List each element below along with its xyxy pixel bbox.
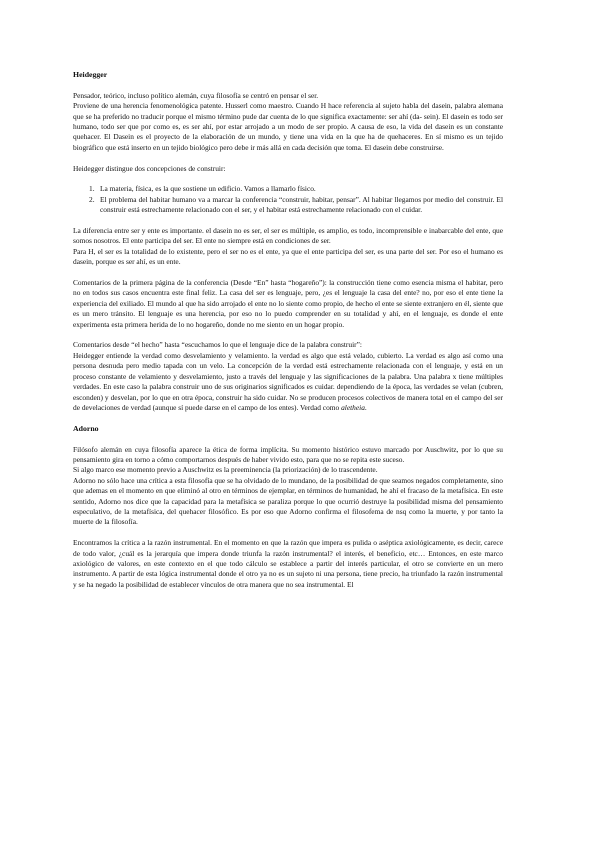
paragraph: Filósofo alemán en cuya filosofía aparece la ética de forma implícita. Su momento histórico estuvo marcado por Auschwitz, por lo que su pensamiento gira en torno a cómo comportarnos después de haber vivido esto, para que no se repita este suceso. — [73, 444, 503, 464]
list-item — [73, 184, 503, 194]
italic-term: aletheia — [341, 402, 365, 412]
paragraph: Comentarios de la primera página de la conferencia (Desde “En” hasta “hogareño”): la construcción tiene como esencia misma el habitar, pero no en todos sus casos encuentra este final feliz. La casa del ser es lenguaje, pero, ¿es el lenguaje la casa del ente? no, por eso el ente tiene la experiencia del exiliado. El mundo al que ha sido arrojado el ente no lo siente como propio, de hecho el ente se siente extranjero en él, siente que es un mero tránsito. El lenguaje es una herencia, por eso no lo puedo comprender en su totalidad y ahí, en el lenguaje, es donde el ente experimenta esta primera herida de lo no hogareño, donde no me siento en un hogar propio. — [73, 278, 503, 329]
paragraph: Comentarios desde “el hecho” hasta “escuchamos lo que el lenguaje dice de la palabra construir”: — [73, 340, 362, 350]
paragraph — [73, 351, 503, 413]
paragraph: Pensador, teórico, incluso político alemán, cuya filosofía se centró en pensar el ser. — [73, 90, 319, 100]
paragraph: La diferencia entre ser y ente es importante. el dasein no es ser, el ser es múltiple, es amplio, es todo, incomprensible e inabarcable del ente, que somos nosotros. El ente participa del ser. El ente no siempre está en condiciones de ser. — [73, 226, 503, 246]
section-heading-heidegger: Heidegger — [73, 70, 108, 79]
list-number: 1. — [89, 184, 95, 194]
document-page — [73, 70, 503, 590]
paragraph-text: Heidegger entiende la verdad como desvelamiento y velamiento. la verdad es algo que está velado, cubierto. La verdad es algo así como una persona desnuda pero medio tapada con un velo. La concepción de la verdad está estrechamente relacionada con el lenguaje, y está en un proceso constante de velamiento y desvelamiento, justo a través del lenguaje y las significaciones de la palabra. Una palabra x tiene múltiples verdades. En este caso la palabra construir uno de sus originarios significados es cuidar. dependiendo de la época, las verdades se velan (cubren, esconden) y desvelan, por lo que en otra época, construir ha sido cuidar. No se producen procesos colectivos de manera total en el campo del ser de develaciones de verdad (aunque sí puede darse en el campo de los entes). Verdad como — [73, 350, 503, 412]
spacer — [73, 153, 503, 163]
list-item — [73, 195, 503, 216]
spacer — [73, 413, 503, 423]
paragraph: Encontramos la crítica a la razón instrumental. En el momento en que la razón que impera es pulida o aséptica axiológicamente, es decir, carece de todo valor, ¿cuál es la jerarquía que impera donde triunfa la razón instrumental? el interés, el beneficio, etc… Entonces, en este marco axiológico de valores, en este contexto en el que todo cálculo se establece a partir del interés particular, el otro se convierte en un mero instrumento. A partir de esta lógica instrumental donde el otro ya no es un sujeto ni una persona, tiene precio, ha triunfado la razón instrumental y se ha negado la posibilidad de establecer vínculos de otra manera que no sea instrumental. El — [73, 538, 503, 589]
spacer — [73, 434, 503, 444]
paragraph: Proviene de una herencia fenomenológica patente. Husserl como maestro. Cuando H hace referencia al sujeto habla del dasein, palabra alemana que se ha preferido no traducir porque el mismo término pude dar cuenta de lo que significa exactamente: ser ahí (da- sein). El dasein es todo ser humano, todo ser que por como es, es ser ahí, por estar arrojado a un modo de ser propio. A causa de eso, la vida del dasein es un constante quehacer. El Dasein es el proyecto de la elaboración de un mundo, y tiene una vida en la que ha de quehaceres. En sí mismo es un tejido biográfico que está inserto en un tejido biológico pero debe ir más allá en cada decisión que toma. El dasein debe construirse. — [73, 101, 503, 152]
paragraph: Adorno no sólo hace una crítica a esta filosofía que se ha olvidado de lo mundano, de la posibilidad de que seamos negados completamente, sino que ademas en el momento en que eliminó al otro en términos de ejemplar, en términos de humanidad, he ahí el fracaso de la metafísica. En este sentido, Adorno nos dice que la capacidad para la metafísica se paraliza porque lo que ocurrió destruye la posibilidad misma del pensamiento especulativo, de la metafísica, del quehacer filosófico. Es por eso que Adorno confirma el filosofema de nsq como la muerte, y por tanto la muerte de la filosofía. — [73, 475, 503, 527]
paragraph: Si algo marco ese momento previo a Auschwitz es la preeminencia (la priorización) de lo trascendente. — [73, 465, 378, 475]
list-item-text: El problema del habitar humano va a marcar la conferencia “construir, habitar, pensar”. Al habitar llegamos por medio del construir. El construir está estrechamente relacionado con el ser, y el habitar está estrechamente relacionado con el cuidar. — [100, 194, 503, 215]
spacer — [73, 528, 503, 538]
section-heading-adorno: Adorno — [73, 423, 99, 433]
list-number: 2. — [89, 194, 95, 204]
spacer — [73, 216, 503, 226]
numbered-list — [73, 184, 503, 215]
spacer — [73, 330, 503, 340]
spacer — [73, 174, 503, 184]
list-item-text: La materia, física, es la que sostiene un edificio. Vamos a llamarlo físico. — [100, 184, 316, 194]
paragraph: Heidegger distingue dos concepciones de construir: — [73, 163, 226, 173]
spacer — [73, 80, 503, 90]
spacer — [73, 268, 503, 278]
paragraph-end: . — [364, 402, 367, 412]
paragraph: Para H, el ser es la totalidad de lo existente, pero el ser no es el ente, ya que el ente participa del ser, es una parte del ser. Por eso el humano es dasein, porque es ser ahí, es un ente. — [73, 246, 503, 267]
